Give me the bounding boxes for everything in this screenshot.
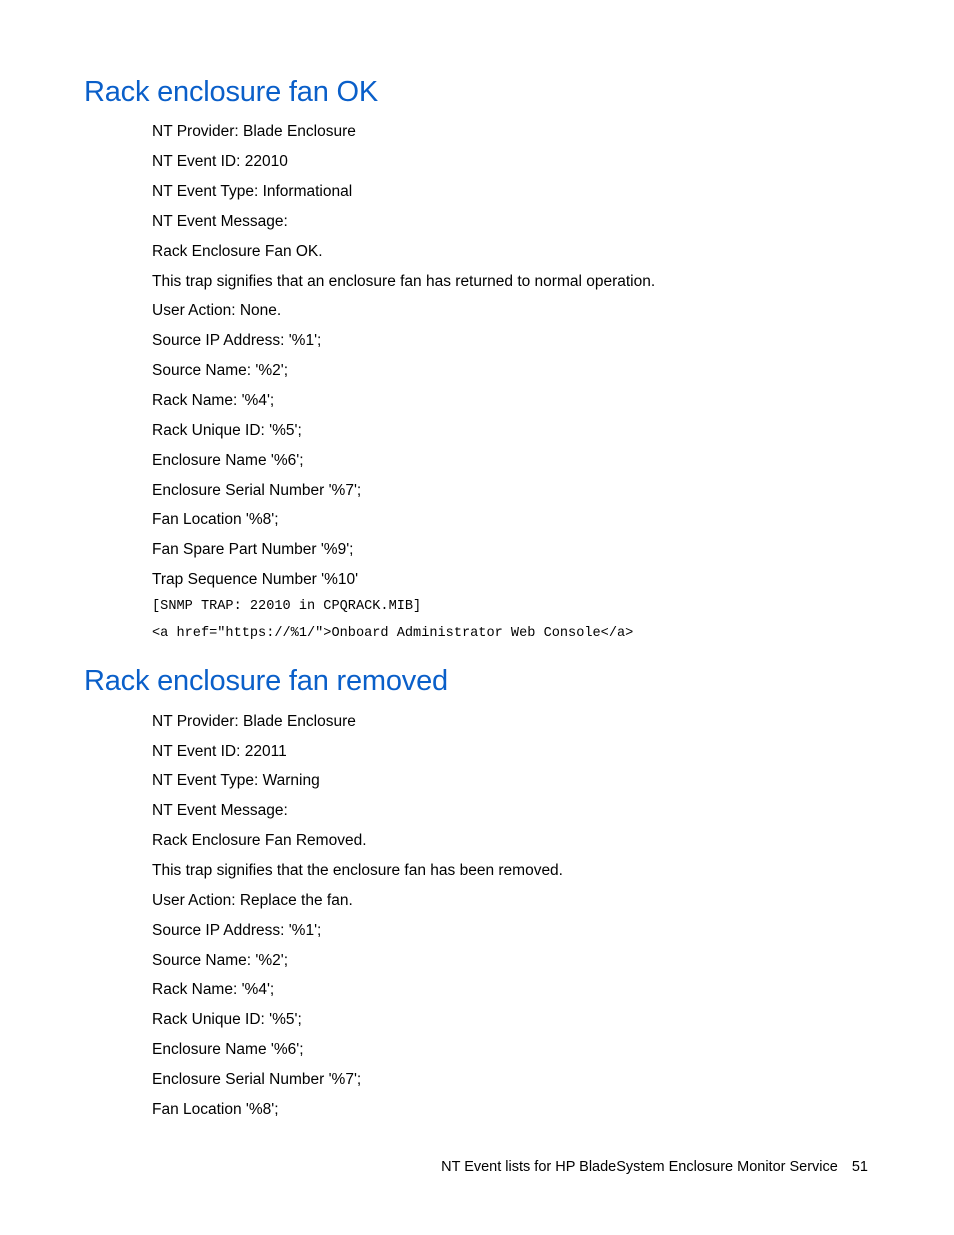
fan-location-line: Fan Location '%8'; — [152, 511, 279, 528]
source-ip-line: Source IP Address: '%1'; — [152, 922, 322, 939]
event-type-line: NT Event Type: Warning — [152, 772, 320, 789]
user-action-line: User Action: None. — [152, 302, 282, 319]
snmp-trap-code: [SNMP TRAP: 22010 in CPQRACK.MIB] — [152, 599, 422, 614]
fan-spare-part-line: Fan Spare Part Number '%9'; — [152, 541, 354, 558]
enclosure-name-line: Enclosure Name '%6'; — [152, 452, 304, 469]
provider-line: NT Provider: Blade Enclosure — [152, 123, 356, 140]
trap-sequence-line: Trap Sequence Number '%10' — [152, 571, 359, 588]
section-title-fan-removed: Rack enclosure fan removed — [84, 665, 448, 697]
event-message-text: Rack Enclosure Fan Removed. — [152, 832, 367, 849]
rack-name-line: Rack Name: '%4'; — [152, 981, 275, 998]
enclosure-serial-line: Enclosure Serial Number '%7'; — [152, 1071, 362, 1088]
event-message-text: Rack Enclosure Fan OK. — [152, 243, 323, 260]
source-name-line: Source Name: '%2'; — [152, 952, 289, 969]
footer-text: NT Event lists for HP BladeSystem Enclosure Monitor Service — [441, 1159, 838, 1175]
user-action-line: User Action: Replace the fan. — [152, 892, 353, 909]
event-type-line: NT Event Type: Informational — [152, 183, 353, 200]
source-ip-line: Source IP Address: '%1'; — [152, 332, 322, 349]
event-id-line: NT Event ID: 22010 — [152, 153, 288, 170]
fan-location-line: Fan Location '%8'; — [152, 1101, 279, 1118]
event-message-label: NT Event Message: — [152, 213, 288, 230]
rack-unique-id-line: Rack Unique ID: '%5'; — [152, 422, 302, 439]
console-link-code: <a href="https://%1/">Onboard Administrator Web Console</a> — [152, 626, 634, 641]
page-number: 51 — [851, 1159, 868, 1175]
rack-unique-id-line: Rack Unique ID: '%5'; — [152, 1011, 302, 1028]
enclosure-name-line: Enclosure Name '%6'; — [152, 1041, 304, 1058]
provider-line: NT Provider: Blade Enclosure — [152, 713, 356, 730]
event-id-line: NT Event ID: 22011 — [152, 743, 287, 760]
rack-name-line: Rack Name: '%4'; — [152, 392, 275, 409]
page-footer — [441, 1157, 868, 1177]
enclosure-serial-line: Enclosure Serial Number '%7'; — [152, 482, 362, 499]
section-title-fan-ok: Rack enclosure fan OK — [84, 76, 378, 108]
event-message-label: NT Event Message: — [152, 802, 288, 819]
trap-description: This trap signifies that an enclosure fan has returned to normal operation. — [152, 273, 656, 290]
trap-description: This trap signifies that the enclosure fan has been removed. — [152, 862, 563, 879]
source-name-line: Source Name: '%2'; — [152, 362, 289, 379]
